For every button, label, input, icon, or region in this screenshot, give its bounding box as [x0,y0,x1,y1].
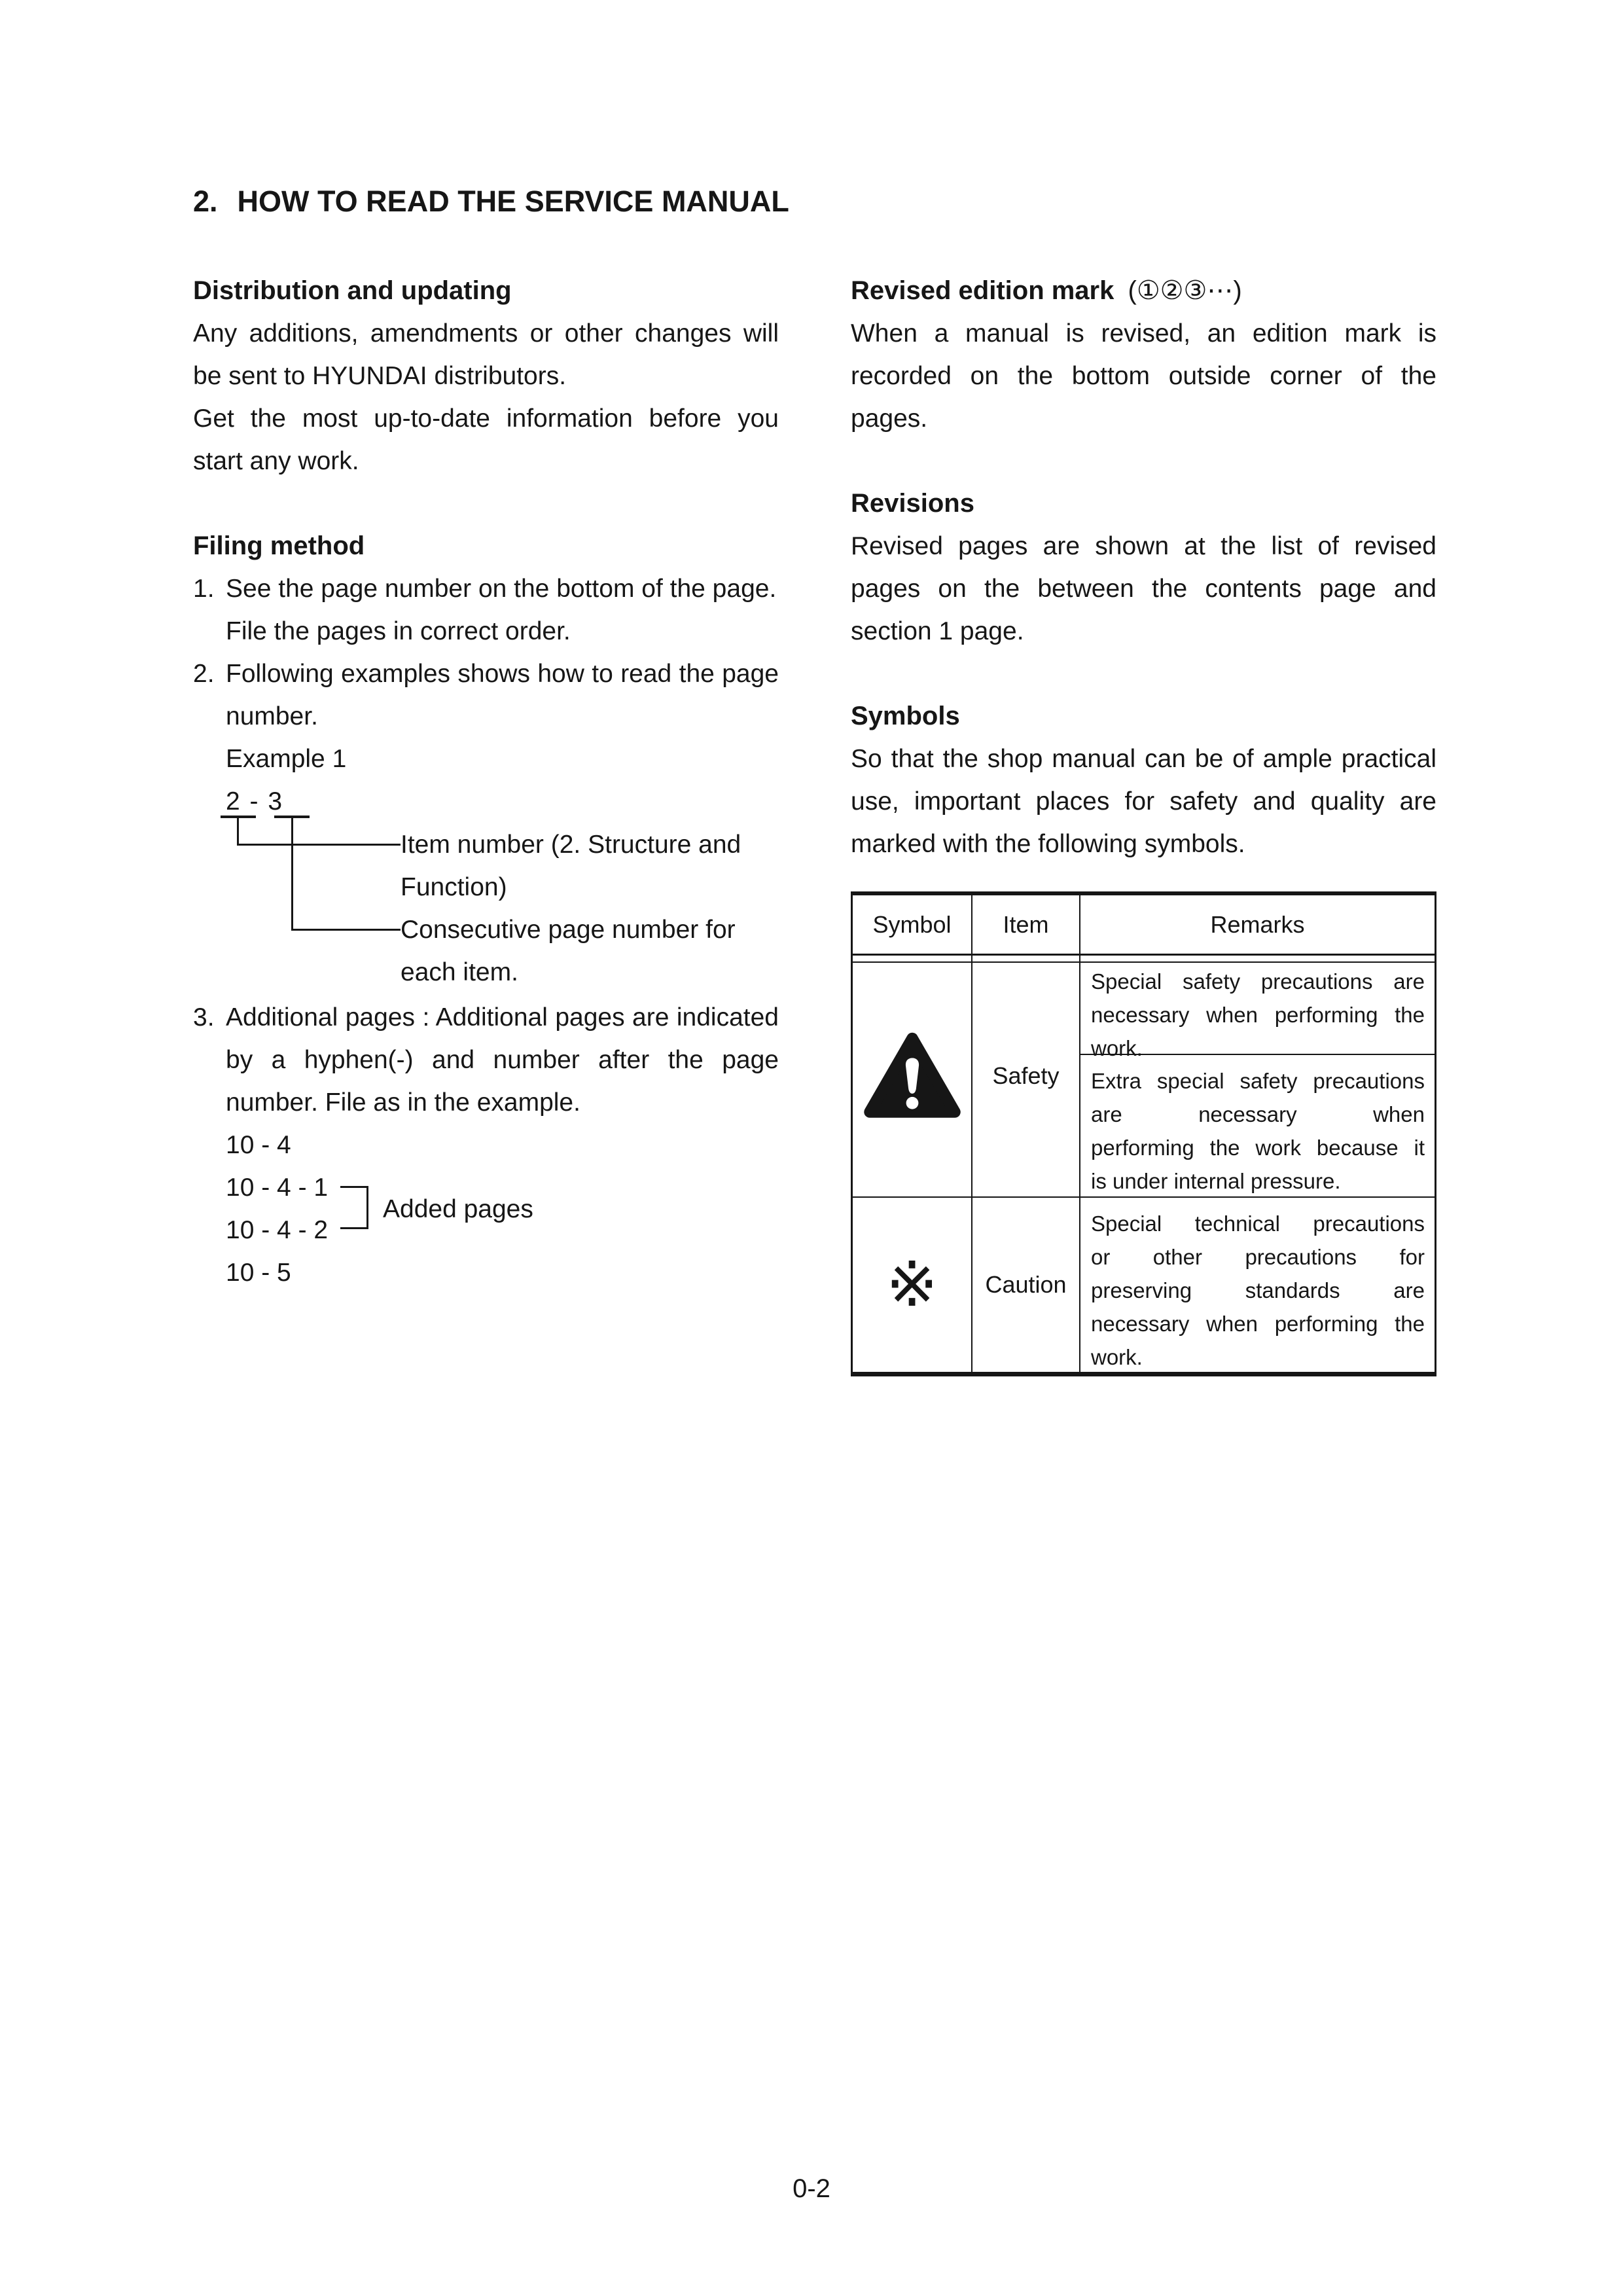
edition-mark-symbols: (①②③⋯) [1128,276,1242,305]
paragraph-symbols: So that the shop manual can be of ample practical use, important places for safety and quality are marked with the following symbols. [851,745,1436,858]
callout-line-vertical-1 [237,816,239,846]
safety-item-cell: Safety [972,956,1080,1196]
page-code: 10 - 4 - 2 [226,1216,329,1244]
remarks-line: is under internal pressure. [1091,1169,1341,1193]
page-title [193,185,789,219]
remarks-line: preserving standards are [1091,1278,1425,1302]
callout-line-horizontal-1 [237,844,401,846]
page-code: 10 - 5 [226,1259,291,1287]
list-item-3-text: Additional pages : Additional pages are indicated by a hyphen(-) and number after the page number. File as in the example. [226,1003,779,1117]
caution-symbol-cell [853,1196,972,1372]
page-code: 10 - 4 - 1 [226,1174,329,1202]
paragraph-revisions: Revised pages are shown at the list of revised pages on the between the contents page and section 1 page. [851,532,1436,645]
remarks-line: or other precautions for [1091,1245,1425,1269]
safety-remarks-2 [1080,1054,1435,1196]
page-number: 0-2 [793,2174,830,2203]
list-item-1-text-b: File the pages in correct order. [226,617,571,645]
column-header-item: Item [972,895,1080,956]
list-item-3-number: 3. [193,1003,215,1031]
remarks-line: work. [1091,1036,1143,1060]
remarks-line: Special safety precautions are [1091,969,1425,994]
remarks-line: performing the work because it [1091,1136,1425,1160]
remarks-line: necessary when performing the [1091,1003,1425,1027]
bracket-arm-bottom [340,1227,368,1229]
page-title-number: 2. [193,185,218,218]
warning-triangle-icon [863,1031,961,1121]
added-pages-example [226,1124,779,1300]
callout-line-horizontal-2 [291,929,401,931]
right-column [851,270,1436,1376]
left-column [193,270,779,1300]
example-page-number: 2 - 3 [226,787,284,816]
heading-revised-text: Revised edition mark [851,276,1115,305]
remarks-line: work. [1091,1345,1143,1369]
bracket-arm-top [340,1186,368,1188]
callout-line-vertical-2 [291,816,293,931]
bracket-vertical [366,1186,368,1229]
heading-revised-edition-mark [851,270,1436,312]
remarks-line: Special technical precautions [1091,1211,1425,1236]
list-item-2-text: Following examples shows how to read the page number. [226,660,779,730]
header-double-rule [853,961,1435,963]
list-item-1 [193,567,779,653]
page-title-text: HOW TO READ THE SERVICE MANUAL [237,185,789,218]
caution-reference-mark-icon: ※ [885,1249,938,1321]
list-item-1-text: See the page number on the bottom of the page. [226,575,777,603]
safety-remarks-1 [1080,956,1435,1060]
list-item-2 [193,653,779,996]
caution-remarks [1080,1196,1435,1372]
column-header-symbol: Symbol [853,895,972,956]
symbols-table [851,891,1436,1376]
page-code: 10 - 4 [226,1131,291,1159]
list-item-2-number: 2. [193,660,215,688]
paragraph-revised: When a manual is revised, an edition mark is recorded on the bottom outside corner of the pages. [851,319,1436,433]
remarks-line: are necessary when [1091,1102,1425,1126]
callout-item-number: Item number (2. Structure and Function) [401,831,741,901]
heading-revisions: Revisions [851,489,974,518]
remarks-line: necessary when performing the [1091,1312,1425,1336]
caution-item-cell: Caution [972,1196,1080,1372]
callout-consecutive-page: Consecutive page number for each item. [401,916,736,986]
remarks-line: Extra special safety precautions [1091,1069,1425,1093]
heading-filing-method: Filing method [193,531,365,560]
list-item-3 [193,996,779,1124]
safety-symbol-cell [853,956,972,1196]
heading-symbols: Symbols [851,702,960,730]
example-label: Example 1 [226,745,347,773]
column-header-remarks: Remarks [1080,895,1435,956]
added-pages-label: Added pages [383,1195,533,1223]
list-item-1-number: 1. [193,575,215,603]
page-number-diagram [226,780,779,996]
paragraph-distribution-1: Any additions, amendments or other changes will be sent to HYUNDAI distributors. [193,319,779,390]
heading-distribution: Distribution and updating [193,276,512,305]
paragraph-distribution-2: Get the most up-to-date information before you start any work. [193,404,779,475]
